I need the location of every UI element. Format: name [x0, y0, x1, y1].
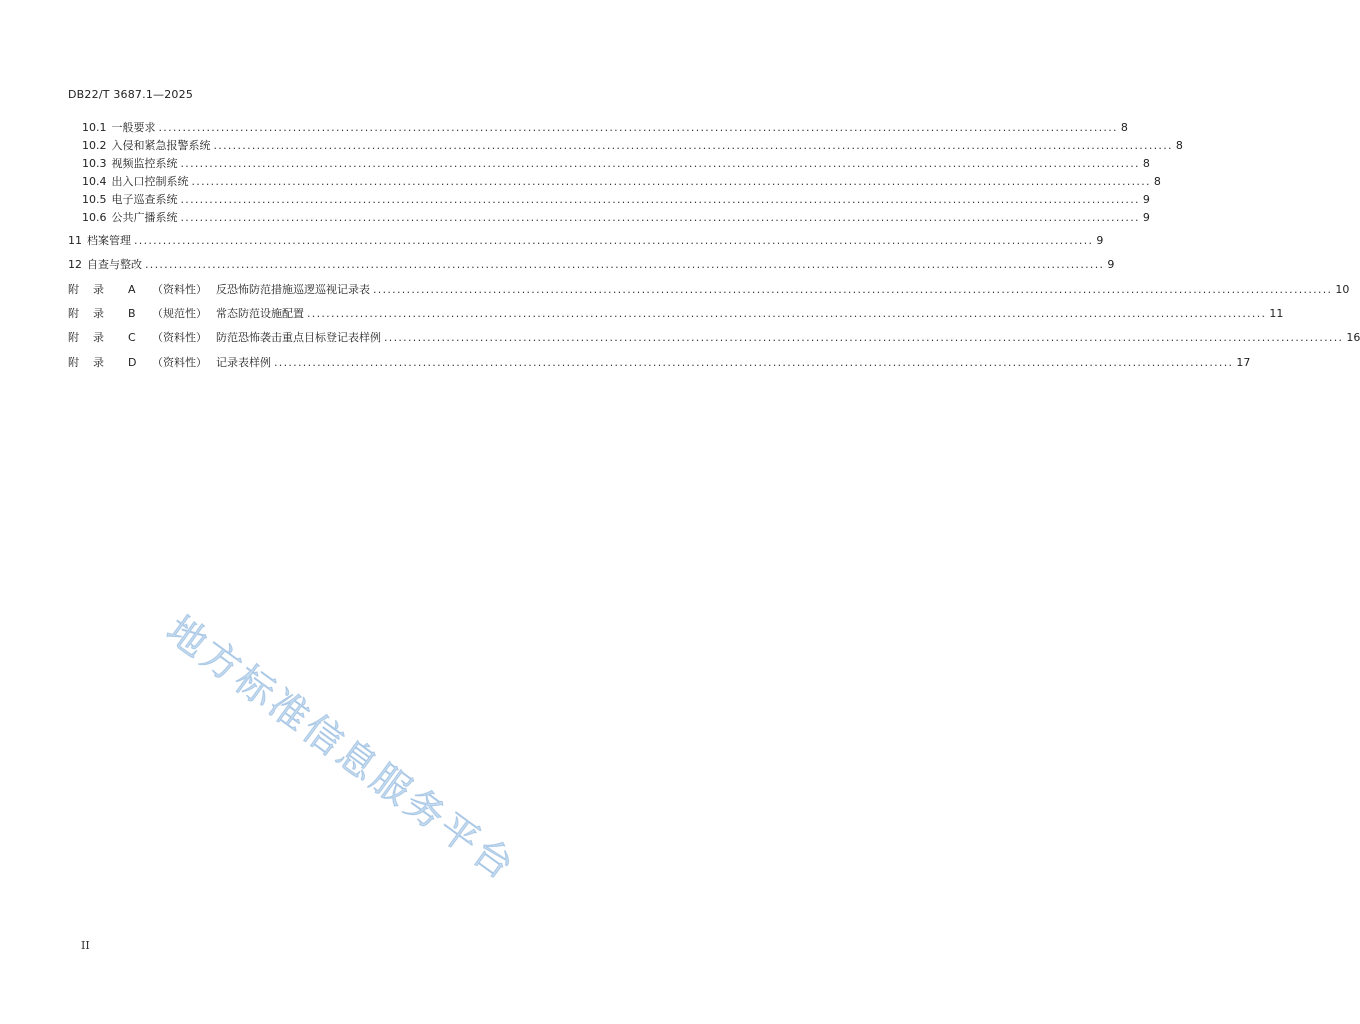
toc-entry-page: 9 — [1107, 258, 1115, 271]
appendix-nature: （规范性） — [152, 307, 207, 320]
toc-leader-dots: ........................................................................................................................................................................................................ — [191, 175, 1151, 188]
toc-entry-page: 16 — [1346, 331, 1360, 344]
toc-leader-dots: ........................................................................................................................................................................................................ — [384, 331, 1344, 344]
toc-entry-page: 11 — [1269, 307, 1284, 320]
appendix-letter: C — [128, 331, 136, 344]
toc-entry-number: 10.5 — [82, 193, 107, 206]
toc-entry[interactable] — [82, 192, 1150, 208]
toc-entry-title: 入侵和紧急报警系统 — [111, 139, 211, 152]
toc-entry-title: 视频监控系统 — [111, 157, 178, 170]
toc-leader-dots: ........................................................................................................................................................................................................ — [307, 307, 1267, 320]
toc-leader-dots: ........................................................................................................................................................................................................ — [373, 283, 1333, 296]
toc-leader-dots: ........................................................................................................................................................................................................ — [213, 139, 1173, 152]
appendix-prefix-fu: 附 — [68, 307, 79, 320]
appendix-prefix-lu: 录 — [93, 307, 104, 320]
appendix-title: 防范恐怖袭击重点目标登记表样例 — [216, 331, 381, 344]
toc-entry[interactable] — [68, 257, 1115, 273]
toc-entry-title: 一般要求 — [111, 121, 156, 134]
toc-entry-number: 10.3 — [82, 157, 107, 170]
appendix-title: 记录表样例 — [216, 356, 271, 369]
document-code: DB22/T 3687.1—2025 — [68, 88, 194, 101]
toc-entry-number: 10.4 — [82, 175, 107, 188]
appendix-letter: D — [128, 356, 137, 369]
page-number: II — [81, 939, 90, 952]
toc-entry[interactable] — [82, 174, 1161, 190]
toc-appendix-entry[interactable] — [68, 355, 1251, 371]
toc-entry-page: 8 — [1175, 139, 1183, 152]
toc-entry-number: 10.1 — [82, 121, 107, 134]
appendix-prefix-fu: 附 — [68, 331, 79, 344]
toc-leader-dots: ........................................................................................................................................................................................................ — [180, 157, 1140, 170]
toc-leader-dots: ........................................................................................................................................................................................................ — [134, 234, 1094, 247]
toc-entry[interactable] — [68, 233, 1104, 249]
appendix-title: 常态防范设施配置 — [216, 307, 304, 320]
toc-entry-page: 10 — [1335, 283, 1350, 296]
toc-leader-dots: ........................................................................................................................................................................................................ — [180, 193, 1140, 206]
toc-entry-page: 8 — [1120, 121, 1128, 134]
appendix-prefix-lu: 录 — [93, 283, 104, 296]
appendix-nature: （资料性） — [152, 331, 207, 344]
appendix-prefix-lu: 录 — [93, 356, 104, 369]
toc-entry[interactable] — [82, 210, 1150, 226]
appendix-prefix-lu: 录 — [93, 331, 104, 344]
toc-entry-page: 9 — [1096, 234, 1104, 247]
toc-appendix-entry[interactable] — [68, 306, 1284, 322]
appendix-letter: A — [128, 283, 136, 296]
toc-entry-number: 12 — [68, 258, 82, 271]
toc-entry-title: 出入口控制系统 — [111, 175, 189, 188]
toc-appendix-entry[interactable] — [68, 282, 1350, 298]
toc-leader-dots: ........................................................................................................................................................................................................ — [274, 356, 1234, 369]
toc-entry-page: 9 — [1142, 211, 1150, 224]
toc-entry-number: 11 — [68, 234, 82, 247]
toc-entry-title: 公共广播系统 — [111, 211, 178, 224]
appendix-prefix-fu: 附 — [68, 283, 79, 296]
toc-entry[interactable] — [82, 120, 1128, 136]
toc-entry-page: 8 — [1153, 175, 1161, 188]
toc-leader-dots: ........................................................................................................................................................................................................ — [158, 121, 1118, 134]
toc-entry-number: 10.2 — [82, 139, 107, 152]
appendix-nature: （资料性） — [152, 283, 207, 296]
appendix-nature: （资料性） — [152, 356, 207, 369]
toc-entry-page: 17 — [1236, 356, 1251, 369]
toc-entry-page: 9 — [1142, 193, 1150, 206]
appendix-prefix-fu: 附 — [68, 356, 79, 369]
toc-entry-page: 8 — [1142, 157, 1150, 170]
toc-entry-title: 电子巡查系统 — [111, 193, 178, 206]
toc-entry-title: 自查与整改 — [87, 258, 142, 271]
toc-entry[interactable] — [82, 138, 1183, 154]
toc-appendix-entry[interactable] — [68, 330, 1360, 346]
watermark-text: 地方标准信息服务平台 — [158, 607, 525, 890]
toc-leader-dots: ........................................................................................................................................................................................................ — [180, 211, 1140, 224]
toc-entry-title: 档案管理 — [87, 234, 131, 247]
appendix-letter: B — [128, 307, 136, 320]
toc-leader-dots: ........................................................................................................................................................................................................ — [145, 258, 1105, 271]
toc-entry[interactable] — [82, 156, 1150, 172]
appendix-title: 反恐怖防范措施巡逻巡视记录表 — [216, 283, 370, 296]
toc-entry-number: 10.6 — [82, 211, 107, 224]
